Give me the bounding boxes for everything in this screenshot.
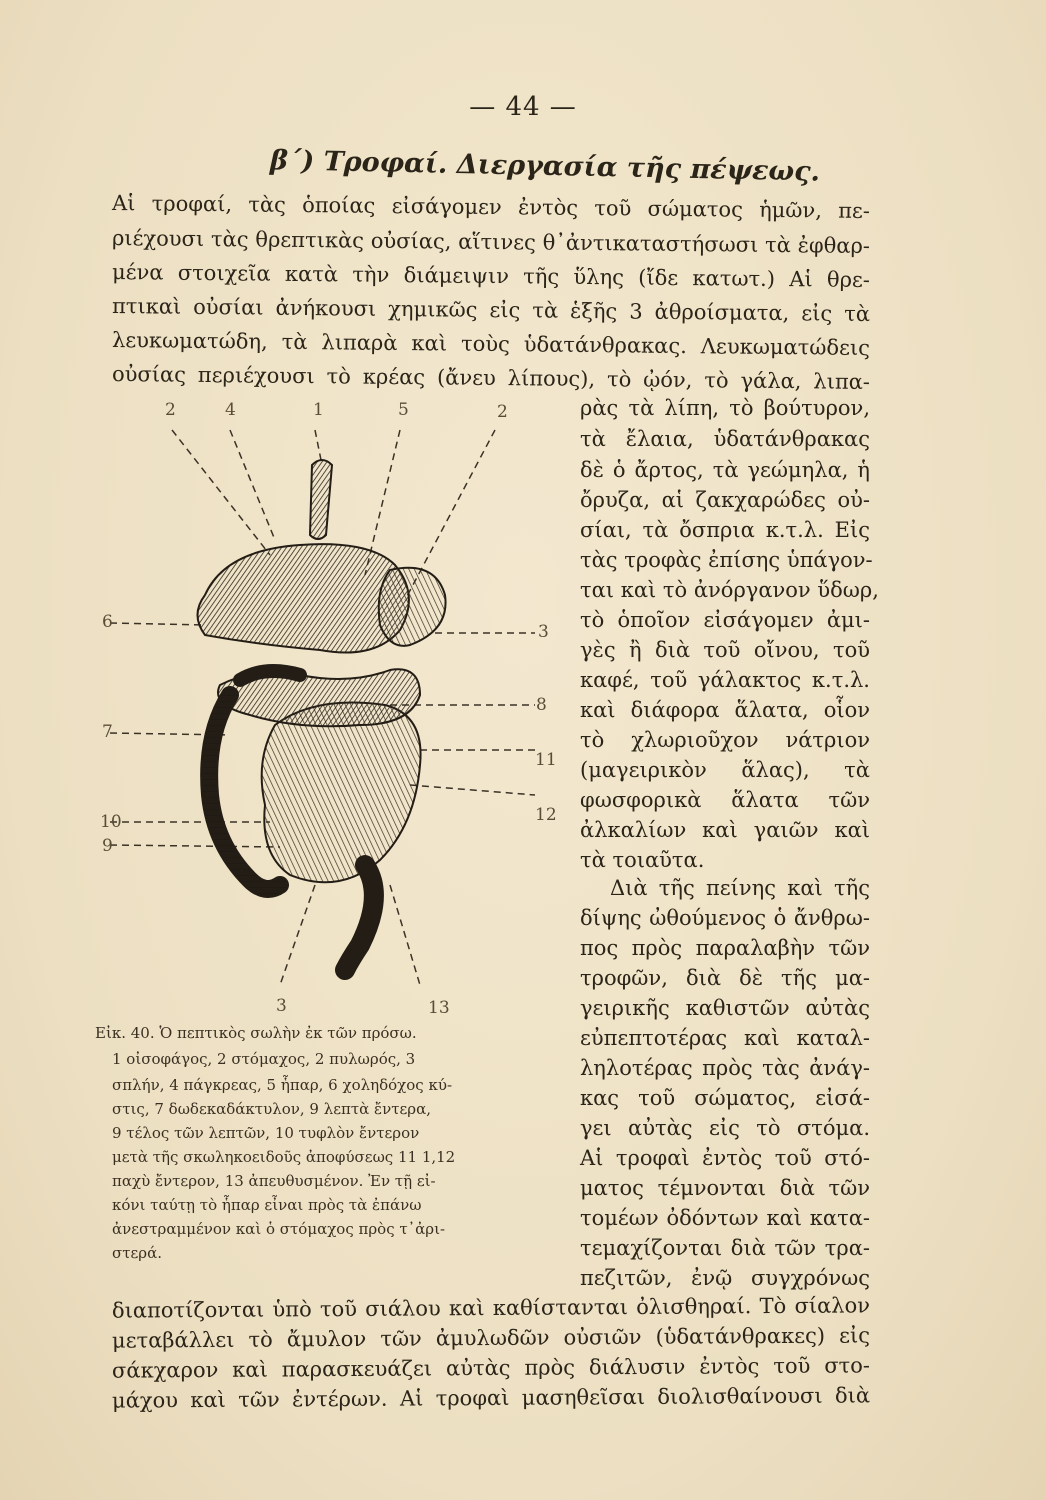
figure-label: 7 — [102, 722, 113, 742]
column-line: φωσφορικὰ ἅλατα τῶν — [580, 788, 870, 812]
intro-line: λευκωματώδη, τὰ λιπαρὰ καὶ τοὺς ὑδατάνθρακας. Λευκωματώδεις — [111, 328, 871, 360]
column-line: Διὰ τῆς πείνης καὶ τῆς — [610, 876, 870, 900]
figure-label: 13 — [428, 998, 450, 1018]
column-line: Αἱ τροφαὶ ἐντὸς τοῦ στό- — [580, 1146, 870, 1170]
figure-caption-line: σπλήν, 4 πάγκρεας, 5 ἧπαρ, 6 χοληδόχος κύ- — [112, 1076, 453, 1094]
bottom-line: σάκχαρον καὶ παρασκευάζει αὐτὰς πρὸς διάλυσιν ἐντὸς τοῦ στο- — [111, 1353, 871, 1383]
figure-caption-line: στις, 7 δωδεκαδάκτυλον, 9 λεπτὰ ἔντερα, — [112, 1100, 431, 1118]
intro-line: ριέχουσι τὰς θρεπτικὰς οὐσίας, αἵτινες θ᾽ἀντικαταστήσωσι τὰ ἐφθαρ- — [111, 226, 871, 258]
figure-label: 4 — [225, 400, 236, 420]
column-line: δίψης ὠθούμενος ὁ ἄνθρω- — [580, 906, 870, 930]
column-line: ληλοτέρας πρὸς τὰς ἀνάγ- — [580, 1056, 870, 1080]
column-line: σίαι, τὰ ὄσπρια κ.τ.λ. Εἰς — [580, 518, 870, 542]
column-line: δὲ ὁ ἄρτος, τὰ γεώμηλα, ἡ — [580, 458, 870, 482]
figure-label: 8 — [536, 695, 547, 715]
column-line: πεζιτῶν, ἐνῷ συγχρόνως — [580, 1266, 870, 1290]
figure-label: 1 — [313, 400, 324, 420]
intro-line: πτικαὶ οὐσίαι ἀνήκουσι χημικῶς εἰς τὰ ἑξῆς 3 ἀθροίσματα, εἰς τὰ — [111, 294, 871, 326]
bottom-line: διαποτίζονται ὑπὸ τοῦ σιάλου καὶ καθίστανται ὀλισθηραί. Τὸ σίαλον — [111, 1293, 871, 1323]
figure-caption-line: ἀνεστραμμένον καὶ ὁ στόμαχος πρὸς τ᾽ἀρι- — [112, 1220, 446, 1238]
rectum — [345, 865, 374, 970]
page-number: — 44 — — [469, 92, 577, 122]
column-line: (μαγειρικὸν ἅλας), τὰ — [580, 758, 870, 782]
column-line: τομέων ὀδόντων καὶ κατα- — [580, 1206, 870, 1230]
figure-label: 3 — [538, 622, 549, 642]
section-heading: β΄) Τροφαί. Διεργασία τῆς πέψεως. — [269, 145, 821, 188]
column-line: κας τοῦ σώματος, εἰσά- — [580, 1086, 870, 1110]
figure-label: 10 — [100, 812, 122, 832]
figure-label: 2 — [497, 402, 508, 422]
column-line: εὐπεπτοτέρας καὶ καταλ- — [580, 1026, 870, 1050]
figure-label: 11 — [535, 750, 557, 770]
column-line: ὄρυζα, αἱ ζακχαρώδες οὐ- — [580, 488, 870, 512]
column-line: τὰ ἔλαια, ὑδατάνθρακας — [580, 427, 870, 451]
column-line: ρὰς τὰ λίπη, τὸ βούτυρον, — [580, 396, 870, 420]
column-line: τὸ χλωριοῦχον νάτριον — [580, 728, 870, 752]
column-line: τεμαχίζονται διὰ τῶν τρα- — [580, 1236, 870, 1260]
figure-caption-line: Εἰκ. 40. Ὁ πεπτικὸς σωλὴν ἐκ τῶν πρόσω. — [95, 1024, 417, 1042]
bottom-line: μεταβάλλει τὸ ἄμυλον τῶν ἀμυλωδῶν οὐσιῶν (ὑδατάνθρακες) εἰς — [111, 1323, 871, 1353]
spleen — [379, 568, 446, 646]
figure-label: 2 — [165, 400, 176, 420]
column-line: τὸ ὁποῖον εἰσάγομεν ἀμι- — [580, 608, 870, 632]
column-line: τὰς τροφὰς ἐπίσης ὑπάγον- — [580, 548, 873, 572]
column-line: γὲς ἢ διὰ τοῦ οἴνου, τοῦ — [580, 638, 870, 662]
column-line: πος πρὸς παραλαβὴν τῶν — [580, 936, 870, 960]
column-line: τροφῶν, διὰ δὲ τῆς μα- — [580, 966, 870, 990]
column-line: γειρικῆς καθιστῶν αὐτὰς — [580, 996, 870, 1020]
column-line: ται καὶ τὸ ἀνόργανον ὕδωρ, — [580, 578, 879, 602]
column-line: καφέ, τοῦ γάλακτος κ.τ.λ. — [580, 668, 870, 692]
column-line: ματος τέμνονται διὰ τῶν — [580, 1176, 870, 1200]
figure-label: 6 — [102, 612, 113, 632]
figure-caption-line: παχὺ ἔντερον, 13 ἀπευθυσμένον. Ἐν τῇ εἰ- — [112, 1172, 436, 1190]
column-line: γει αὐτὰς εἰς τὸ στόμα. — [580, 1116, 870, 1140]
stomach — [198, 544, 409, 652]
column-line: τὰ τοιαῦτα. — [580, 848, 705, 872]
figure-caption-line: 1 οἰσοφάγος, 2 στόμαχος, 2 πυλωρός, 3 — [112, 1050, 416, 1068]
column-line: καὶ διάφορα ἅλατα, οἷον — [580, 698, 870, 722]
bottom-line: μάχου καὶ τῶν ἐντέρων. Αἱ τροφαὶ μασηθεῖσαι διολισθαίνουσι διὰ — [111, 1383, 871, 1413]
figure-label: 12 — [535, 805, 557, 825]
column-line: ἀλκαλίων καὶ γαιῶν καὶ — [580, 818, 870, 842]
intro-line: Αἱ τροφαί, τὰς ὁποίας εἰσάγομεν ἐντὸς τοῦ σώματος ἡμῶν, πε- — [111, 191, 871, 223]
figure-label: 5 — [398, 400, 409, 420]
intro-line: οὐσίας περιέχουσι τὸ κρέας (ἄνευ λίπους), τὸ ᾠόν, τὸ γάλα, λιπα- — [111, 362, 871, 394]
esophagus — [310, 460, 332, 539]
figure-caption-line: μετὰ τῆς σκωληκοειδοῦς ἀποφύσεως 11 1,12 — [112, 1148, 456, 1166]
figure-caption-line: 9 τέλος τῶν λεπτῶν, 10 τυφλὸν ἔντερον — [112, 1124, 420, 1142]
figure-label: 9 — [102, 836, 113, 856]
digestive-tract-illustration — [90, 395, 560, 1015]
liver — [262, 703, 421, 883]
intro-line: μένα στοιχεῖα κατὰ τὴν διάμειψιν τῆς ὕλης (ἴδε κατωτ.) Αἱ θρε- — [111, 260, 871, 292]
figure-caption-line: στερά. — [112, 1244, 163, 1262]
figure-label: 3 — [276, 996, 287, 1016]
figure-caption-line: κόνι ταύτῃ τὸ ἧπαρ εἶναι πρὸς τὰ ἐπάνω — [112, 1196, 422, 1214]
